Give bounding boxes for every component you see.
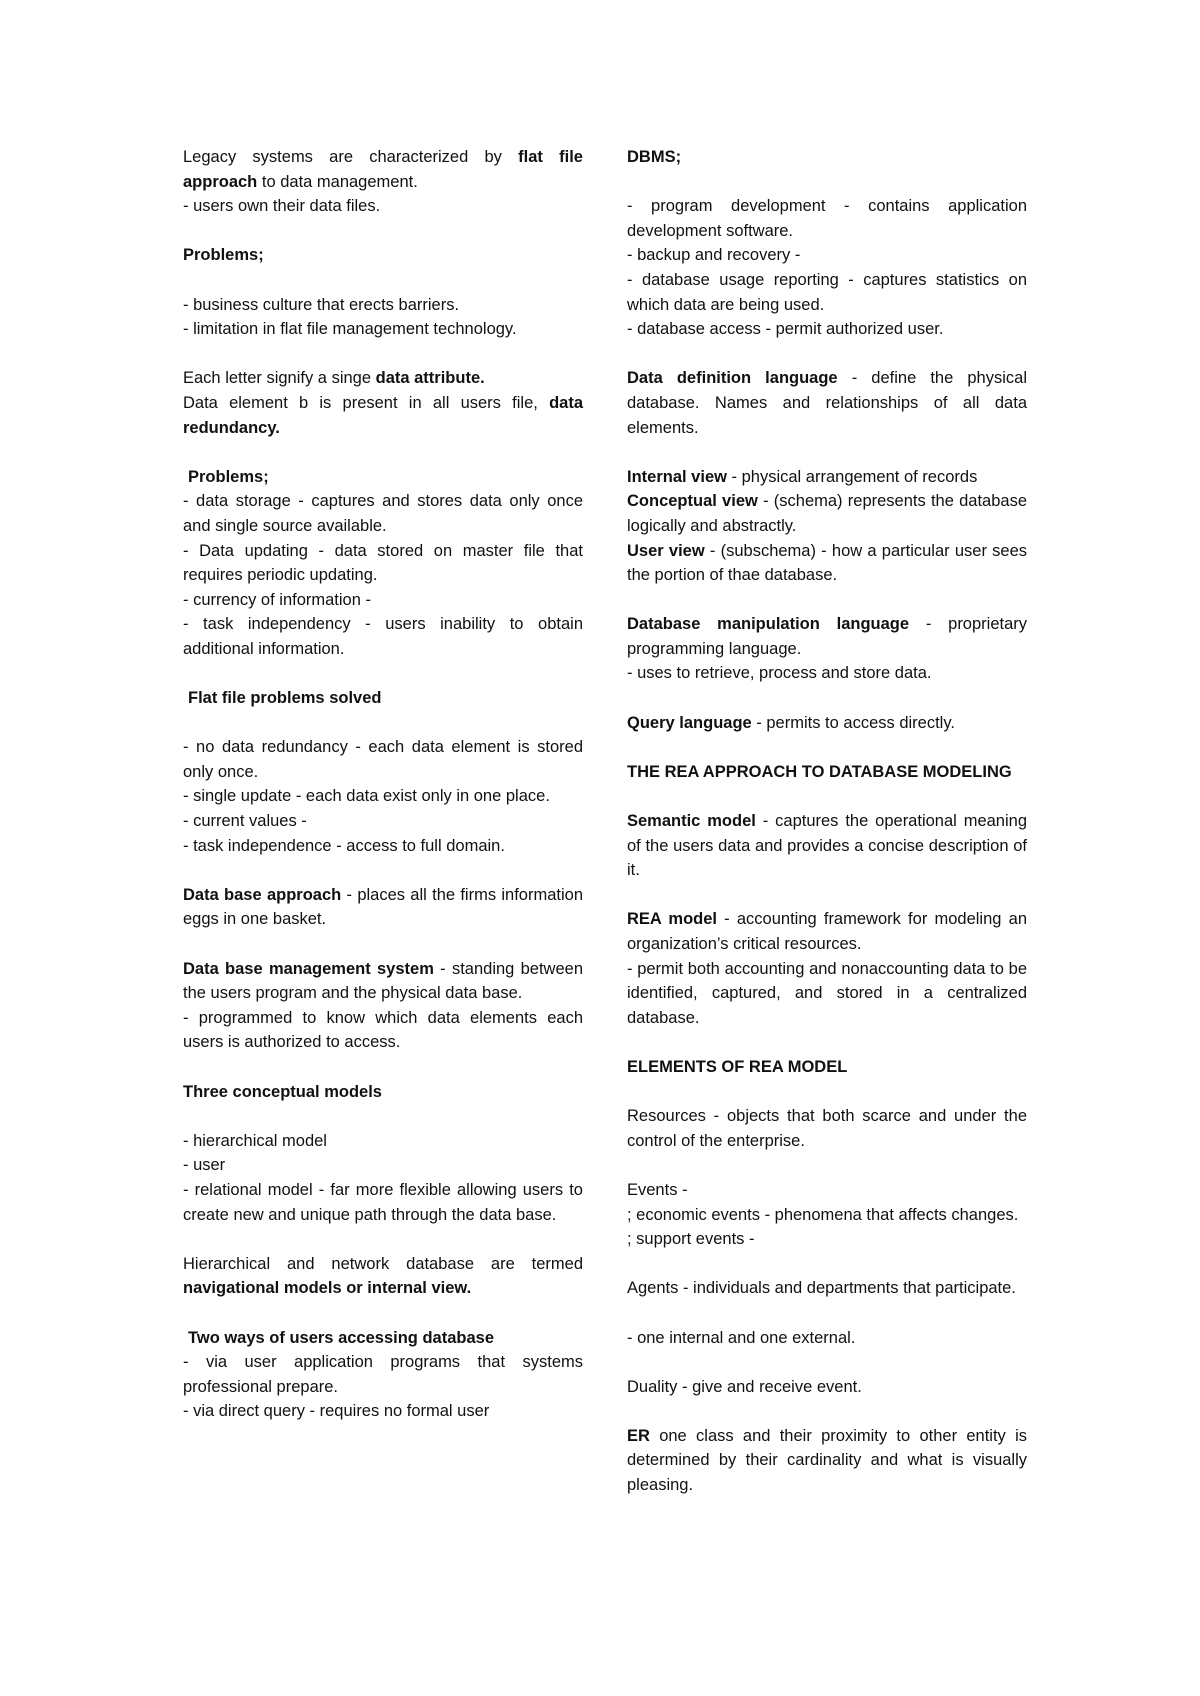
models-heading: Three conceptual models [183, 1082, 382, 1101]
list-item: - relational model - far more flexible allowing users to create new and unique path through the data base. [183, 1180, 583, 1224]
ddl-paragraph [627, 366, 1027, 440]
internal-view-bold: Internal view [627, 467, 727, 486]
dml-line2: - uses to retrieve, process and store data. [627, 664, 932, 683]
events-line: Events - [627, 1180, 688, 1199]
legacy-line2: - users own their data files. [183, 197, 381, 216]
rea-model-line2: - permit both accounting and nonaccounting data to be identified, captured, and stored in a centralized database. [627, 959, 1027, 1027]
duality-paragraph: Duality - give and receive event. [627, 1377, 862, 1396]
elements-heading: ELEMENTS OF REA MODEL [627, 1057, 848, 1076]
dbms-list [627, 194, 1027, 342]
user-view-bold: User view [627, 541, 705, 560]
legacy-prefix: Legacy systems are characterized by [183, 148, 519, 166]
events-block [627, 1178, 1027, 1252]
legacy-paragraph [183, 145, 583, 219]
dbms-paragraph [183, 957, 583, 1055]
query-text: - permits to access directly. [751, 713, 955, 732]
dbms-heading: DBMS; [627, 148, 682, 166]
models-list [183, 1129, 583, 1227]
right-column [627, 145, 1027, 1522]
problems1-list [183, 293, 583, 342]
ddl-text: - define the physical database. Names and relationships of all data elements. [627, 369, 1027, 437]
access-heading: Two ways of users accessing database [188, 1328, 494, 1347]
attribute-bold: data attribute. [375, 369, 485, 388]
resources-paragraph: Resources - objects that both scarce and under the control of the enterprise. [627, 1107, 1027, 1150]
dbms-text: - standing between the users program and the physical data base. [183, 959, 584, 1003]
navigational-paragraph [183, 1252, 583, 1301]
list-item: - currency of information - [183, 590, 371, 609]
internal-external-paragraph: - one internal and one external. [627, 1328, 856, 1347]
access-block [183, 1326, 583, 1424]
list-item: - data storage - captures and stores data only once and single source available. [183, 492, 583, 535]
dml-text: - proprietary programming language. [627, 615, 1028, 658]
problems2-block [183, 465, 583, 662]
rea-model-text: - accounting framework for modeling an organization’s critical resources. [627, 910, 1027, 953]
er-text: one class and their proximity to other entity is determined by their cardinality and what is visually pleasing. [627, 1426, 1027, 1495]
solved-list [183, 735, 583, 858]
list-item: - business culture that erects barriers. [183, 295, 460, 314]
list-item: - task independence - access to full domain. [183, 836, 505, 855]
db-approach-paragraph [183, 883, 583, 932]
list-item: - current values - [183, 812, 307, 831]
query-paragraph [627, 711, 1027, 736]
semantic-bold: Semantic model [627, 812, 756, 831]
semantic-text: - captures the operational meaning of the users data and provides a concise description of it. [627, 812, 1027, 880]
conceptual-view-text: - (schema) represents the database logically and abstractly. [627, 492, 1027, 535]
user-view-text: - (subschema) - how a particular user sees the portion of thae database. [627, 541, 1028, 585]
query-bold: Query language [627, 713, 752, 732]
legacy-suffix: to data management. [257, 172, 418, 191]
internal-view-text: - physical arrangement of records [726, 467, 978, 486]
conceptual-view-bold: Conceptual view [627, 492, 758, 511]
list-item: - via user application programs that systems professional prepare. [183, 1353, 583, 1396]
list-item: - database access - permit authorized user. [627, 320, 944, 339]
dbms-line2: - programmed to know which data elements each users is authorized to access. [183, 1008, 583, 1052]
list-item: - hierarchical model [183, 1131, 327, 1150]
dbms-bold: Data base management system [183, 959, 434, 978]
list-item: - Data updating - data stored on master file that requires periodic updating. [183, 541, 583, 585]
db-approach-text: - places all the firms information eggs in one basket. [183, 885, 583, 929]
solved-heading: Flat file problems solved [188, 689, 382, 708]
dml-bold: Database manipulation language [627, 615, 910, 634]
ddl-bold: Data definition language [627, 369, 838, 388]
attribute-paragraph [183, 366, 583, 440]
er-paragraph [627, 1424, 1027, 1498]
rea-model-bold: REA model [627, 910, 717, 929]
navigational-bold: navigational models or internal view. [183, 1279, 472, 1298]
dml-paragraph [627, 612, 1027, 686]
navigational-text: Hierarchical and network database are termed [183, 1254, 583, 1273]
db-approach-bold: Data base approach [183, 885, 342, 904]
list-item: - task independency - users inability to obtain additional information. [183, 615, 583, 658]
attribute-prefix: Each letter signify a singe [183, 369, 376, 388]
attribute-line2-prefix: Data element b is present in all users file, [183, 393, 550, 412]
list-item: - program development - contains application development software. [627, 197, 1027, 240]
views-block [627, 465, 1027, 588]
list-item: - backup and recovery - [627, 246, 801, 265]
problems1-heading: Problems; [183, 246, 264, 265]
rea-heading: THE REA APPROACH TO DATABASE MODELING [627, 762, 1012, 781]
legacy-bold: flat file approach [183, 148, 583, 191]
list-item: - limitation in flat file management technology. [183, 320, 517, 339]
attribute-line2-bold: data redundancy. [183, 393, 583, 437]
events-line: ; economic events - phenomena that affects changes. [627, 1205, 1019, 1224]
events-line: ; support events - [627, 1230, 755, 1249]
agents-paragraph: Agents - individuals and departments that participate. [627, 1279, 1016, 1298]
list-item: - no data redundancy - each data element is stored only once. [183, 738, 583, 781]
rea-model-paragraph [627, 907, 1027, 1030]
list-item: - single update - each data exist only in one place. [183, 787, 550, 806]
list-item: - via direct query - requires no formal user [183, 1402, 490, 1421]
problems2-heading: Problems; [188, 467, 269, 486]
list-item: - user [183, 1156, 226, 1175]
er-bold: ER [627, 1426, 650, 1445]
semantic-paragraph [627, 809, 1027, 883]
left-column [183, 145, 583, 1448]
list-item: - database usage reporting - captures statistics on which data are being used. [627, 270, 1027, 314]
